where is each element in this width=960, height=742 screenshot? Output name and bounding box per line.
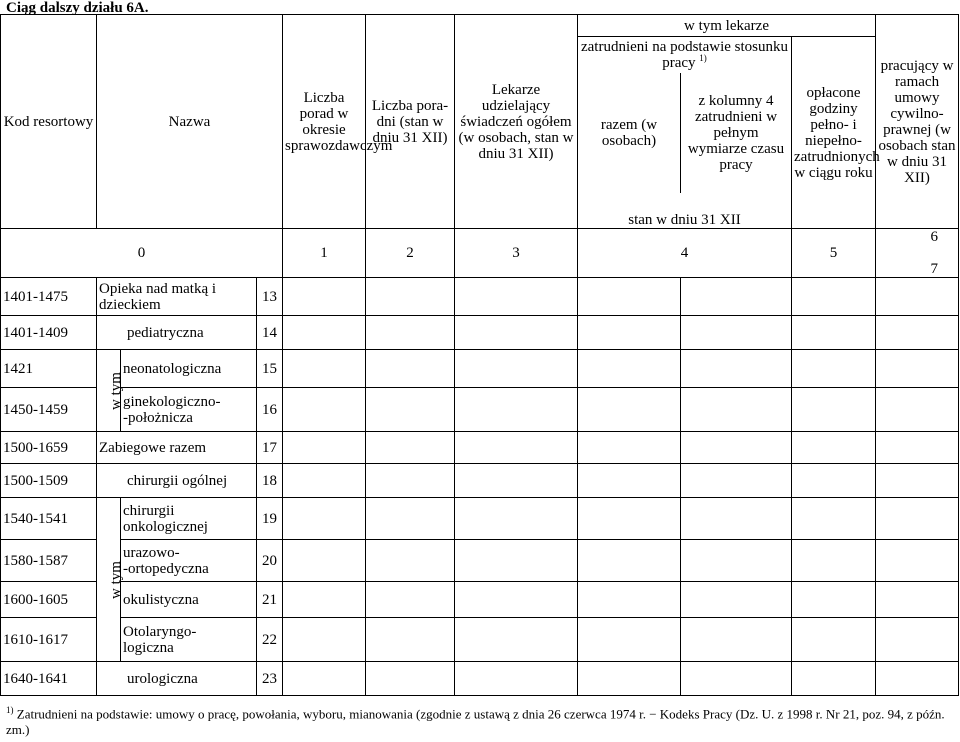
empty-cell[interactable]	[366, 350, 455, 388]
empty-cell[interactable]	[876, 350, 959, 388]
empty-cell[interactable]	[366, 316, 455, 350]
table-row	[1, 350, 959, 388]
table-row	[1, 432, 959, 464]
empty-cell[interactable]	[366, 662, 455, 696]
empty-cell[interactable]	[681, 316, 792, 350]
empty-cell[interactable]	[681, 350, 792, 388]
header-zatrudnieni-text: zatrudnieni na podstawie stosunku pracy	[580, 38, 789, 71]
empty-cell[interactable]	[283, 350, 366, 388]
col-number: 3	[455, 229, 578, 278]
nazwa-cell: urologiczna	[97, 662, 257, 696]
empty-cell[interactable]	[455, 662, 578, 696]
empty-cell[interactable]	[283, 278, 366, 316]
empty-cell[interactable]	[366, 432, 455, 464]
header-nazwa: Nazwa	[97, 15, 283, 229]
empty-cell[interactable]	[578, 540, 681, 582]
table-row	[1, 388, 959, 432]
header-kod: Kod resortowy	[1, 15, 97, 229]
data-table	[0, 14, 959, 696]
empty-cell[interactable]	[792, 432, 876, 464]
empty-cell[interactable]	[283, 618, 366, 662]
header-stan: stan w dniu 31 XII	[578, 193, 792, 229]
empty-cell[interactable]	[283, 432, 366, 464]
nazwa-cell: neonatologiczna	[121, 350, 257, 388]
kod-cell: 1450-1459	[1, 388, 97, 432]
empty-cell[interactable]	[455, 498, 578, 540]
w-tym-text: w tym	[107, 560, 124, 599]
row-number: 16	[257, 388, 283, 432]
kod-cell: 1640-1641	[1, 662, 97, 696]
footnote-text: Zatrudnieni na podstawie: umowy o pracę, powołania, wyboru, mianowania (zgodnie z ustawą z dnia 26 czerwca 1974 r. − Kodeks Pracy (Dz. U. z 1998 r. Nr 21, poz. 94, z późn. zm.)	[6, 706, 945, 738]
empty-cell[interactable]	[681, 582, 792, 618]
footnote-marker: 1)	[6, 705, 14, 715]
empty-cell[interactable]	[578, 432, 681, 464]
empty-cell[interactable]	[578, 316, 681, 350]
empty-cell[interactable]	[681, 432, 792, 464]
empty-cell[interactable]	[366, 540, 455, 582]
nazwa-cell: chirurgii ogólnej	[97, 464, 257, 498]
header-z-kolumny: z kolumny 4 zatrudnieni w pełnym wymiarze czasu pracy	[681, 73, 792, 193]
empty-cell[interactable]	[792, 278, 876, 316]
empty-cell[interactable]	[366, 618, 455, 662]
col-number: 6	[930, 229, 939, 245]
empty-cell[interactable]	[455, 582, 578, 618]
nazwa-cell: pediatryczna	[97, 316, 257, 350]
empty-cell[interactable]	[283, 582, 366, 618]
empty-cell[interactable]	[455, 464, 578, 498]
empty-cell[interactable]	[578, 388, 681, 432]
nazwa-cell: urazowo- -ortopedyczna	[121, 540, 257, 582]
table-row	[1, 464, 959, 498]
w-tym-label-1	[97, 350, 124, 432]
empty-cell[interactable]	[876, 662, 959, 696]
empty-cell[interactable]	[792, 540, 876, 582]
row-number: 15	[257, 350, 283, 388]
col-number: 4	[578, 229, 792, 278]
empty-cell[interactable]	[681, 662, 792, 696]
col-number-6-7	[876, 229, 959, 278]
row-number: 23	[257, 662, 283, 696]
empty-cell[interactable]	[792, 582, 876, 618]
header-zatrudnieni	[578, 37, 792, 73]
empty-cell[interactable]	[283, 316, 366, 350]
kod-cell: 1500-1659	[1, 432, 97, 464]
table-row	[1, 498, 959, 540]
empty-cell[interactable]	[283, 662, 366, 696]
col-number: 1	[283, 229, 366, 278]
col-number: 7	[930, 261, 939, 277]
header-razem: razem (w osobach)	[578, 73, 681, 193]
empty-cell[interactable]	[792, 350, 876, 388]
empty-cell[interactable]	[455, 278, 578, 316]
footnote	[6, 702, 956, 738]
empty-cell[interactable]	[455, 618, 578, 662]
table-row	[1, 540, 959, 582]
empty-cell[interactable]	[681, 278, 792, 316]
table-row	[1, 582, 959, 618]
kod-cell: 1540-1541	[1, 498, 97, 540]
empty-cell[interactable]	[366, 498, 455, 540]
empty-cell[interactable]	[876, 278, 959, 316]
empty-cell[interactable]	[366, 388, 455, 432]
w-tym-label-2	[97, 498, 124, 662]
kod-cell: 1580-1587	[1, 540, 97, 582]
row-number: 18	[257, 464, 283, 498]
empty-cell[interactable]	[283, 464, 366, 498]
header-porad: Liczba porad w okresie sprawozdawczym	[283, 15, 366, 229]
row-number: 19	[257, 498, 283, 540]
header-lekarze: Lekarze udzielający świadczeń ogółem (w osobach, stan w dniu 31 XII)	[455, 15, 578, 229]
empty-cell[interactable]	[578, 582, 681, 618]
row-number: 17	[257, 432, 283, 464]
row-number: 22	[257, 618, 283, 662]
empty-cell[interactable]	[792, 618, 876, 662]
page-title: Ciąg dalszy działu 6A.	[6, 0, 149, 16]
empty-cell[interactable]	[876, 582, 959, 618]
empty-cell[interactable]	[283, 498, 366, 540]
empty-cell[interactable]	[455, 540, 578, 582]
empty-cell[interactable]	[283, 388, 366, 432]
table-row	[1, 618, 959, 662]
empty-cell[interactable]	[578, 350, 681, 388]
empty-cell[interactable]	[578, 464, 681, 498]
empty-cell[interactable]	[876, 432, 959, 464]
empty-cell[interactable]	[455, 316, 578, 350]
kod-cell: 1421	[1, 350, 97, 388]
nazwa-cell: okulistyczna	[121, 582, 257, 618]
empty-cell[interactable]	[366, 278, 455, 316]
empty-cell[interactable]	[792, 498, 876, 540]
kod-cell: 1600-1605	[1, 582, 97, 618]
empty-cell[interactable]	[681, 464, 792, 498]
row-number: 14	[257, 316, 283, 350]
empty-cell[interactable]	[876, 464, 959, 498]
empty-cell[interactable]	[792, 316, 876, 350]
empty-cell[interactable]	[455, 350, 578, 388]
col-number: 5	[792, 229, 876, 278]
empty-cell[interactable]	[876, 498, 959, 540]
w-tym-text: w tym	[107, 371, 124, 410]
nazwa-cell: ginekologiczno- -położnicza	[121, 388, 257, 432]
empty-cell[interactable]	[681, 498, 792, 540]
nazwa-cell: Otolaryngo- logiczna	[121, 618, 257, 662]
row-number: 20	[257, 540, 283, 582]
empty-cell[interactable]	[681, 618, 792, 662]
table-row	[1, 316, 959, 350]
empty-cell[interactable]	[792, 464, 876, 498]
kod-cell: 1401-1409	[1, 316, 97, 350]
empty-cell[interactable]	[455, 388, 578, 432]
empty-cell[interactable]	[876, 540, 959, 582]
kod-cell: 1401-1475	[1, 278, 97, 316]
empty-cell[interactable]	[366, 582, 455, 618]
header-pracujacy: pracujący w ramach umowy cywilno-prawnej (w osobach stan w dniu 31 XII)	[876, 15, 959, 229]
table-row	[1, 662, 959, 696]
nazwa-cell: Zabiegowe razem	[97, 432, 257, 464]
empty-cell[interactable]	[876, 388, 959, 432]
empty-cell[interactable]	[578, 618, 681, 662]
header-oplacone: opłacone godziny pełno- i niepełno-zatrudnionych w ciągu roku	[792, 37, 876, 229]
nazwa-cell: Opieka nad matką i dzieckiem	[97, 278, 257, 316]
empty-cell[interactable]	[681, 540, 792, 582]
empty-cell[interactable]	[578, 662, 681, 696]
row-number: 21	[257, 582, 283, 618]
empty-cell[interactable]	[681, 388, 792, 432]
empty-cell[interactable]	[792, 662, 876, 696]
row-number: 13	[257, 278, 283, 316]
table-row	[1, 278, 959, 316]
kod-cell: 1500-1509	[1, 464, 97, 498]
header-zatrudnieni-sup: 1)	[699, 52, 707, 63]
col-number: 0	[1, 229, 283, 278]
empty-cell[interactable]	[578, 498, 681, 540]
empty-cell[interactable]	[366, 464, 455, 498]
empty-cell[interactable]	[455, 432, 578, 464]
empty-cell[interactable]	[876, 618, 959, 662]
empty-cell[interactable]	[792, 388, 876, 432]
header-pora-dni: Liczba pora-dni (stan w dniu 31 XII)	[366, 15, 455, 229]
nazwa-cell: chirurgii onkologicznej	[121, 498, 257, 540]
empty-cell[interactable]	[578, 278, 681, 316]
empty-cell[interactable]	[876, 316, 959, 350]
header-w-tym-lekarze: w tym lekarze	[578, 15, 876, 37]
kod-cell: 1610-1617	[1, 618, 97, 662]
empty-cell[interactable]	[283, 540, 366, 582]
col-number: 2	[366, 229, 455, 278]
